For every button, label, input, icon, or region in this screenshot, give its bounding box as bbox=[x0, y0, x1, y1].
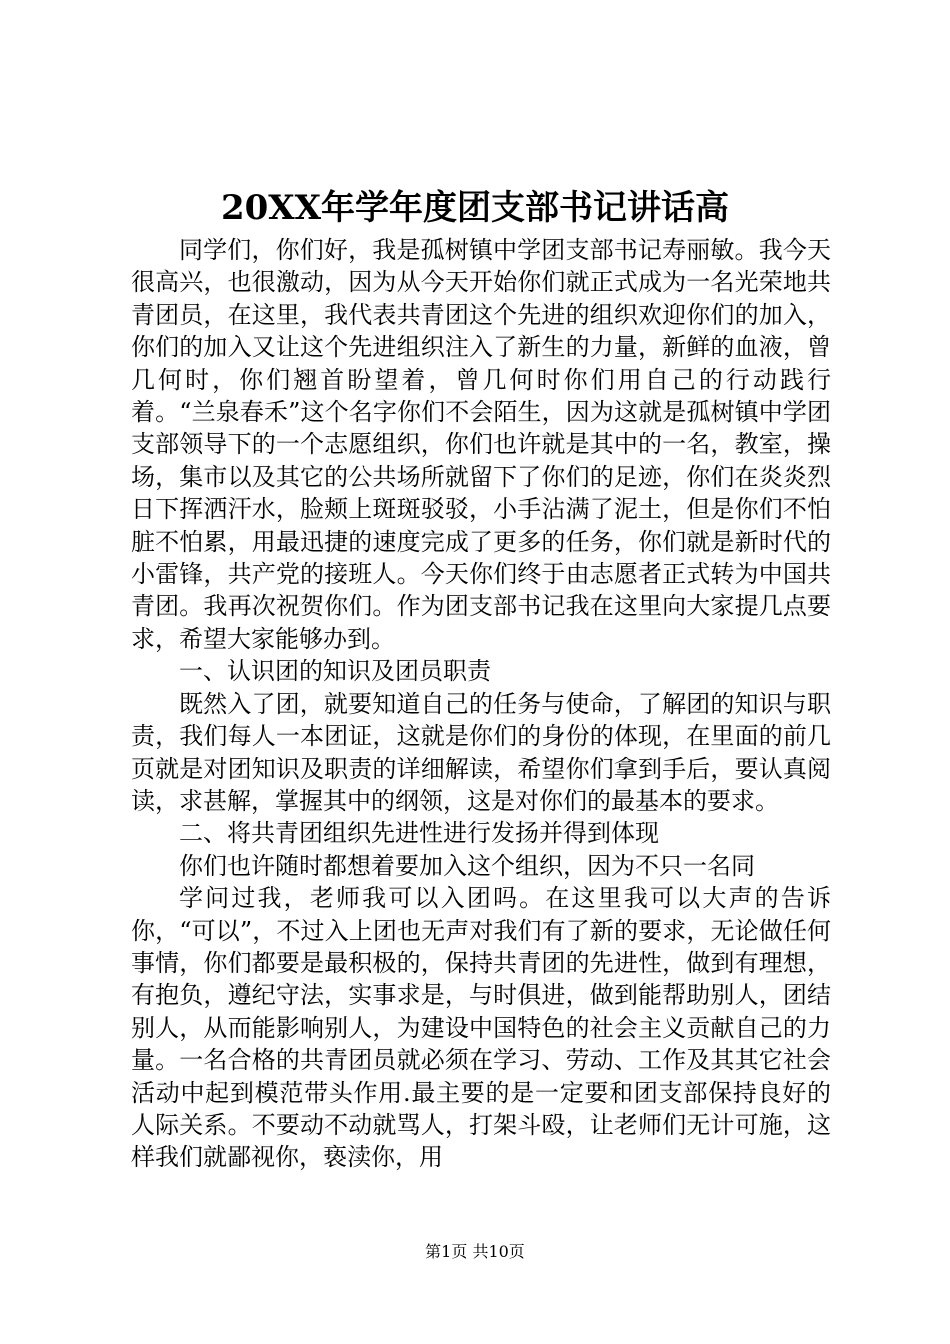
section-heading-2: 二、将共青团组织先进性进行发扬并得到体现 bbox=[179, 819, 659, 848]
paragraph-section-1: 既然入了团，就要知道自己的任务与使命，了解团的知识与职责，我们每人一本团证，这就是你们的身份的体现，在里面的前几页就是对团知识及职责的详细解读，希望你们拿到手后，要认真阅读，求甚解，掌握其中的纲领，这是对你们的最基本的要求。 bbox=[131, 689, 831, 815]
page-footer: 第1页 共10页 bbox=[425, 1242, 525, 1261]
paragraph-section-2-line: 你们也许随时都想着要加入这个组织，因为不只一名同 bbox=[179, 851, 755, 880]
document-body bbox=[131, 234, 831, 1174]
document-title: 20XX年学年度团支部书记讲话高 bbox=[220, 188, 730, 228]
paragraph-intro: 同学们，你们好，我是孤树镇中学团支部书记寿丽敏。我今天很高兴，也很激动，因为从今天开始你们就正式成为一名光荣地共青团员，在这里，我代表共青团这个先进的组织欢迎你们的加入，你们的加入又让这个先进组织注入了新生的力量，新鲜的血液，曾几何时，你们翘首盼望着，曾几何时你们用自己的行动践行着。“兰泉春禾”这个名字你们不会陌生，因为这就是孤树镇中学团支部领导下的一个志愿组织，你们也许就是其中的一名，教室，操场，集市以及其它的公共场所就留下了你们的足迹，你们在炎炎烈日下挥洒汗水，脸颊上斑斑驳驳，小手沾满了泥土，但是你们不怕脏不怕累，用最迅捷的速度完成了更多的任务，你们就是新时代的小雷锋，共产党的接班人。今天你们终于由志愿者正式转为中国共青团。我再次祝贺你们。作为团支部书记我在这里向大家提几点要求，希望大家能够办到。 bbox=[131, 236, 831, 653]
section-heading-1: 一、认识团的知识及团员职责 bbox=[179, 657, 491, 686]
paragraph-section-2: 学问过我，老师我可以入团吗。在这里我可以大声的告诉你，“可以”，不过入上团也无声对我们有了新的要求，无论做任何事情，你们都要是最积极的，保持共青团的先进性，做到有理想，有抱负，遵纪守法，实事求是，与时俱进，做到能帮助别人，团结别人，从而能影响别人，为建设中国特色的社会主义贡献自己的力量。一名合格的共青团员就必须在学习、劳动、工作及其其它社会活动中起到模范带头作用.最主要的是一定要和团支部保持良好的人际关系。不要动不动就骂人，打架斗殴，让老师们无计可施，这样我们就鄙视你，亵渎你，用 bbox=[131, 884, 831, 1172]
